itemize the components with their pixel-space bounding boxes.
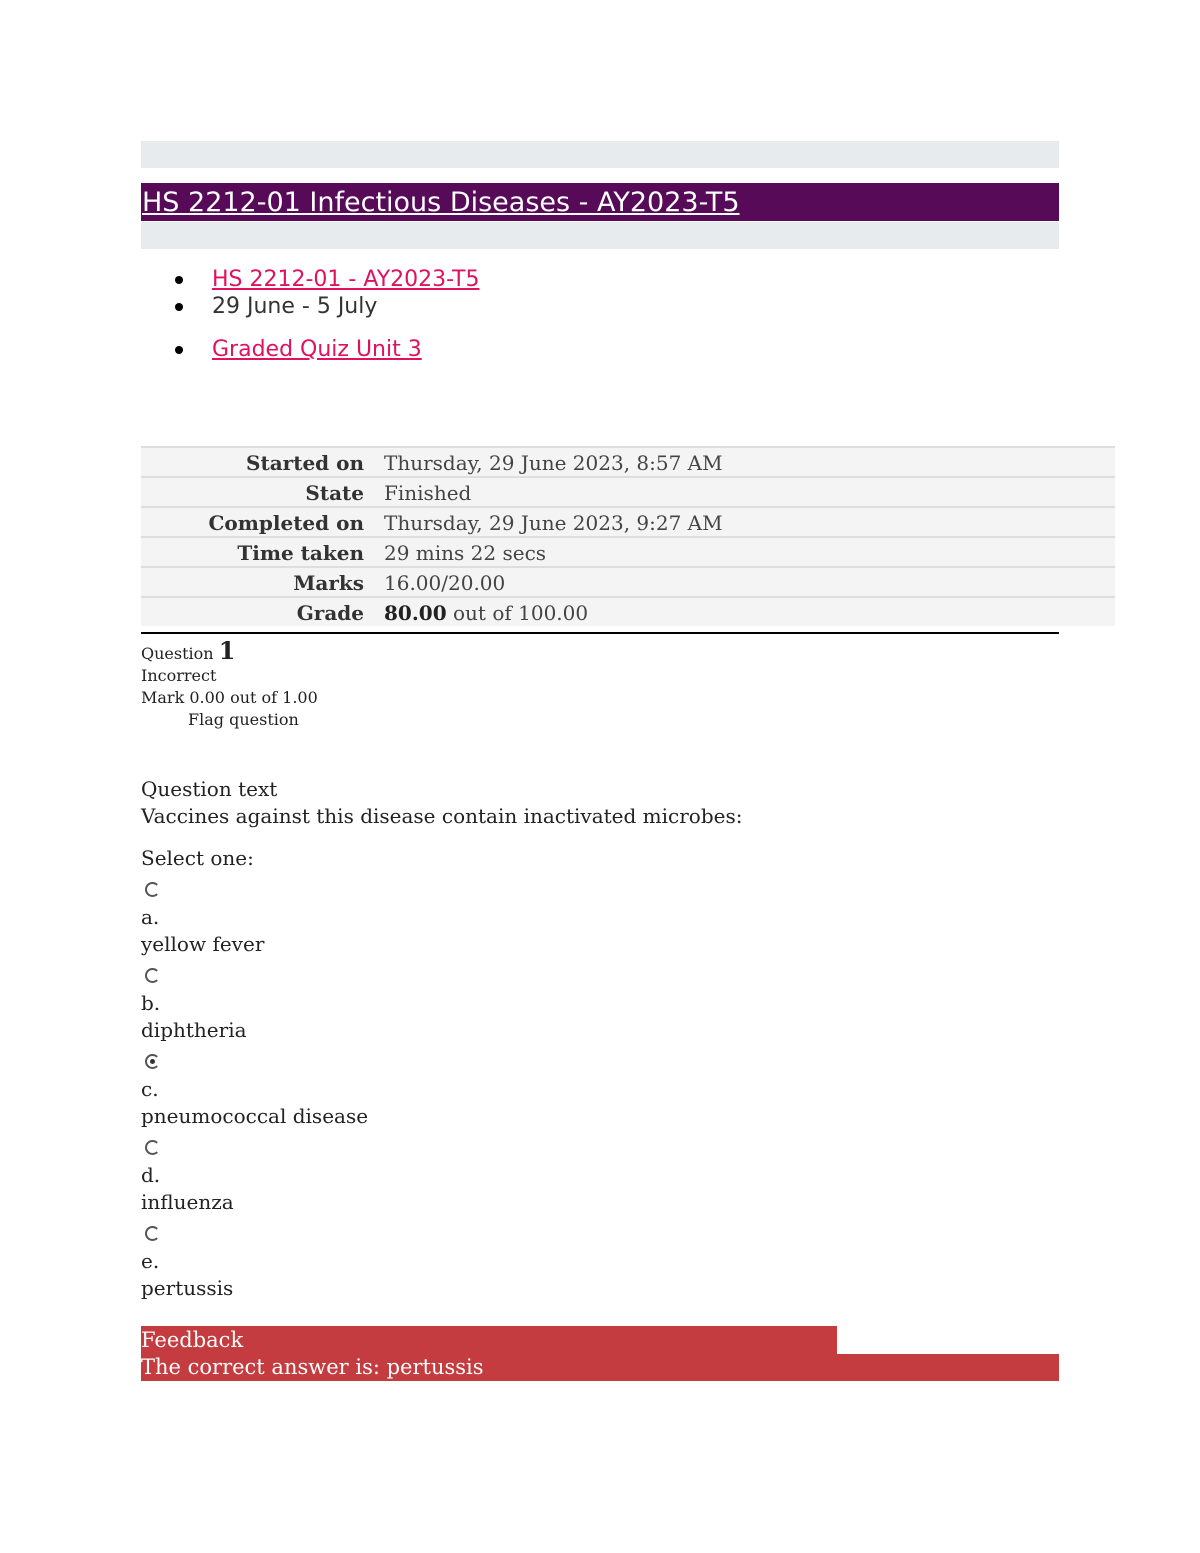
summary-row-grade [141, 597, 1115, 626]
top-grey-bar [141, 141, 1059, 168]
option-text-e[interactable]: pertussis [141, 1276, 234, 1300]
option-letter-b: b. [141, 991, 161, 1015]
radio-button-c[interactable] [145, 1054, 160, 1069]
question-label: Question [141, 644, 214, 663]
subheader-grey-bar [141, 222, 1059, 249]
answer-option-c[interactable] [141, 1054, 742, 1130]
option-letter-c: c. [141, 1077, 159, 1101]
summary-row-started [141, 447, 1115, 477]
breadcrumb-week-label: 29 June - 5 July [212, 294, 378, 319]
question-status: Incorrect [141, 666, 217, 685]
radio-button-d[interactable] [145, 1140, 160, 1155]
question-text-heading: Question text [141, 777, 278, 801]
grade-value: 80.00 [384, 600, 447, 625]
started-value: Thursday, 29 June 2023, 8:57 AM [374, 447, 1115, 477]
breadcrumb-quiz-link[interactable]: Graded Quiz Unit 3 [212, 337, 422, 362]
question-number: 1 [218, 636, 236, 665]
quiz-summary-table [141, 446, 1115, 626]
course-header [141, 183, 1059, 221]
feedback-heading: Feedback [141, 1326, 837, 1354]
course-title-link[interactable]: HS 2212-01 Infectious Diseases - AY2023-T5 [142, 187, 740, 218]
grade-label: Grade [141, 597, 374, 626]
breadcrumb-course-link[interactable]: HS 2212-01 - AY2023-T5 [212, 267, 480, 292]
radio-button-e[interactable] [145, 1226, 160, 1241]
grade-value-cell [374, 597, 1115, 626]
option-text-a[interactable]: yellow fever [141, 932, 265, 956]
time-label: Time taken [141, 537, 374, 567]
started-label: Started on [141, 447, 374, 477]
radio-button-b[interactable] [145, 968, 160, 983]
state-value: Finished [374, 477, 1115, 507]
summary-row-completed [141, 507, 1115, 537]
summary-divider [141, 632, 1059, 634]
answer-option-d[interactable] [141, 1140, 742, 1216]
option-text-d[interactable]: influenza [141, 1190, 234, 1214]
feedback-text: The correct answer is: pertussis [141, 1354, 1059, 1381]
question-mark: Mark 0.00 out of 1.00 [141, 688, 318, 707]
option-text-b[interactable]: diphtheria [141, 1018, 247, 1042]
select-prompt: Select one: [141, 846, 254, 870]
question-number-line [141, 636, 318, 665]
breadcrumb [172, 266, 479, 363]
time-value: 29 mins 22 secs [374, 537, 1115, 567]
breadcrumb-item-quiz [172, 336, 479, 363]
breadcrumb-item-course [172, 266, 479, 293]
summary-row-marks [141, 567, 1115, 597]
completed-value: Thursday, 29 June 2023, 9:27 AM [374, 507, 1115, 537]
marks-label: Marks [141, 567, 374, 597]
radio-button-a[interactable] [145, 882, 160, 897]
option-text-c[interactable]: pneumococcal disease [141, 1104, 369, 1128]
completed-label: Completed on [141, 507, 374, 537]
summary-row-state [141, 477, 1115, 507]
question-text: Vaccines against this disease contain inactivated microbes: [141, 804, 743, 828]
question-body [141, 776, 742, 1302]
grade-suffix: out of 100.00 [446, 600, 589, 625]
option-letter-e: e. [141, 1249, 160, 1273]
option-letter-a: a. [141, 905, 160, 929]
state-label: State [141, 477, 374, 507]
answer-option-a[interactable] [141, 882, 742, 958]
option-letter-d: d. [141, 1163, 161, 1187]
question-info [141, 636, 318, 731]
summary-row-time [141, 537, 1115, 567]
answer-option-e[interactable] [141, 1226, 742, 1302]
breadcrumb-item-week [172, 293, 479, 320]
marks-value: 16.00/20.00 [374, 567, 1115, 597]
answer-option-b[interactable] [141, 968, 742, 1044]
flag-question-button[interactable]: Flag question [188, 710, 299, 729]
